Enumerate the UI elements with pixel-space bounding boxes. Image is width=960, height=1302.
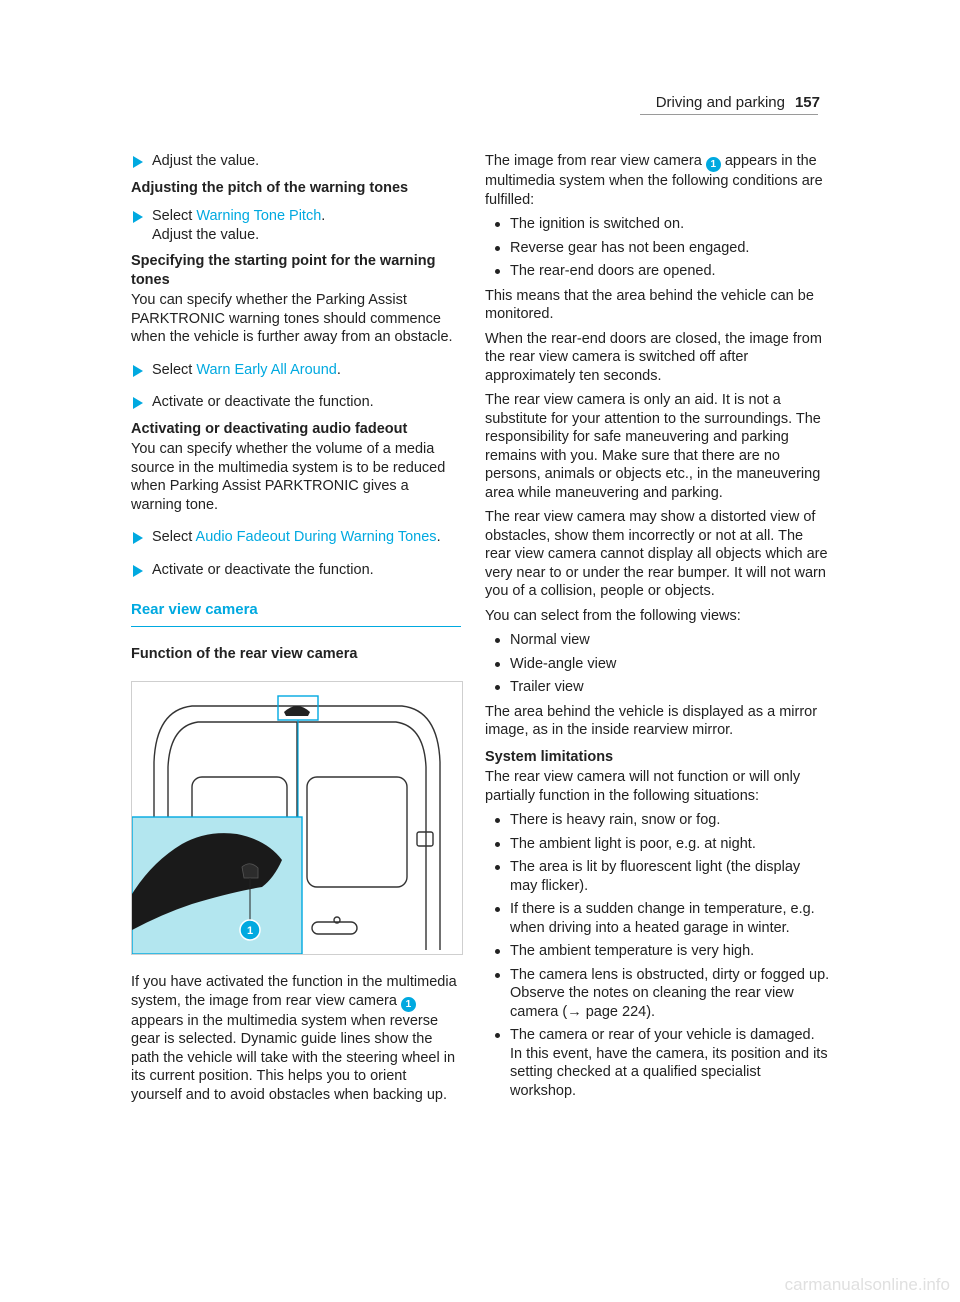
watermark: carmanualsonline.info [784, 1274, 950, 1294]
heading-audio-fadeout: Activating or deactivating audio fadeout [131, 420, 408, 437]
list-item: Wide-angle view [485, 655, 830, 674]
left-column [131, 152, 461, 1110]
right-column [485, 152, 830, 1106]
arrow-icon [133, 156, 143, 168]
menu-item-audio-fadeout: Audio Fadeout During Warning Tones [195, 529, 437, 545]
list-item: The rear-end doors are opened. [485, 262, 830, 281]
paragraph: The image from rear view camera 1 appears in the multimedia system when the following conditions are fulfilled: [485, 153, 823, 208]
section-name: Driving and parking [655, 94, 785, 111]
list-item: The ambient light is poor, e.g. at night. [485, 835, 830, 854]
paragraph: This means that the area behind the vehicle can be monitored. [485, 287, 814, 322]
van-rear-illustration [132, 682, 462, 954]
heading-starting-point: Specifying the starting point for the warning tones [131, 253, 436, 288]
page-number: 157 [794, 94, 820, 111]
list-item: There is heavy rain, snow or fog. [485, 811, 830, 830]
step-text: Select Audio Fadeout During Warning Tones. [152, 529, 441, 545]
heading-pitch: Adjusting the pitch of the warning tones [131, 179, 409, 196]
paragraph: You can select from the following views: [485, 607, 741, 624]
rear-view-camera-figure [131, 681, 463, 955]
paragraph: You can specify whether the Parking Assist PARKTRONIC warning tones should commence when the vehicle is further away from an obstacle. [131, 292, 453, 345]
step-text: Select Warning Tone Pitch. [152, 208, 326, 224]
arrow-icon [133, 532, 143, 544]
menu-item-warning-tone-pitch: Warning Tone Pitch [196, 208, 322, 224]
list-item: Trailer view [485, 678, 830, 697]
callout-1-badge: 1 [401, 997, 416, 1012]
list-item: The camera lens is obstructed, dirty or fogged up. Observe the notes on cleaning the rear view camera (→ page 224). [485, 966, 830, 1022]
step-text: Select Warn Early All Around. [152, 361, 341, 378]
step-text: Adjust the value. [152, 226, 260, 243]
instruction-step [131, 561, 461, 580]
instruction-step [131, 152, 461, 171]
arrow-icon [133, 365, 143, 377]
arrow-icon [133, 211, 143, 223]
step-text: Adjust the value. [152, 153, 260, 169]
list-item: The camera or rear of your vehicle is damaged. In this event, have the camera, its position and its setting checked at a qualified specialist workshop. [485, 1026, 830, 1100]
paragraph: If you have activated the function in the multimedia system, the image from rear view camera 1 appears in the multimedia system when reverse gear is selected. Dynamic guide lines show the path the vehicle will take with the steering wheel in its current position. This helps you to orient yourself and to avoid obstacles when backing up. [131, 974, 457, 1103]
heading-function: Function of the rear view camera [131, 645, 358, 662]
paragraph: The rear view camera may show a distorted view of obstacles, show them incorrectly or not at all. The rear view camera cannot display all objects which are very near to or under the rear bumper. It will not warn you of a collision, people or objects. [485, 509, 828, 599]
conditions-list [485, 215, 830, 281]
paragraph: The rear view camera is only an aid. It is not a substitute for your attention to the surroundings. The responsibility for safe maneuvering and parking remains with you. Make sure that there are no persons, animals or objects etc., in the maneuvering area while maneuvering and parking. [485, 392, 821, 501]
instruction-step [131, 361, 461, 380]
list-item: The ambient temperature is very high. [485, 942, 830, 961]
callout-1-badge: 1 [706, 157, 721, 172]
paragraph: You can specify whether the volume of a media source in the multimedia system is to be reduced when Parking Assist PARKTRONIC gives a warning tone. [131, 441, 446, 513]
callout-1-label: 1 [246, 925, 254, 937]
paragraph: The rear view camera will not function or will only partially function in the following situations: [485, 769, 801, 804]
header-rule [640, 114, 818, 115]
list-item: The ignition is switched on. [485, 215, 830, 234]
menu-item-warn-early: Warn Early All Around [196, 361, 337, 378]
paragraph: The area behind the vehicle is displayed as a mirror image, as in the inside rearview mirror. [485, 703, 818, 738]
page-header [656, 94, 820, 113]
list-item: Normal view [485, 631, 830, 650]
arrow-icon [133, 397, 143, 409]
limitations-list [485, 811, 830, 1100]
section-title: Rear view camera [131, 601, 461, 627]
instruction-step [131, 528, 461, 547]
step-text: Activate or deactivate the function. [152, 394, 374, 410]
arrow-icon [133, 565, 143, 577]
instruction-step [131, 393, 461, 412]
list-item: The area is lit by fluorescent light (the display may flicker). [485, 858, 830, 895]
camera-icon [284, 706, 310, 716]
list-item: Reverse gear has not been engaged. [485, 239, 830, 258]
list-item: If there is a sudden change in temperature, e.g. when driving into a heated garage in winter. [485, 900, 830, 937]
paragraph: When the rear-end doors are closed, the image from the rear view camera is switched off after approximately ten seconds. [485, 330, 822, 384]
step-text: Activate or deactivate the function. [152, 561, 374, 578]
instruction-step [131, 207, 461, 244]
views-list [485, 631, 830, 697]
heading-system-limitations: System limitations [485, 748, 614, 765]
